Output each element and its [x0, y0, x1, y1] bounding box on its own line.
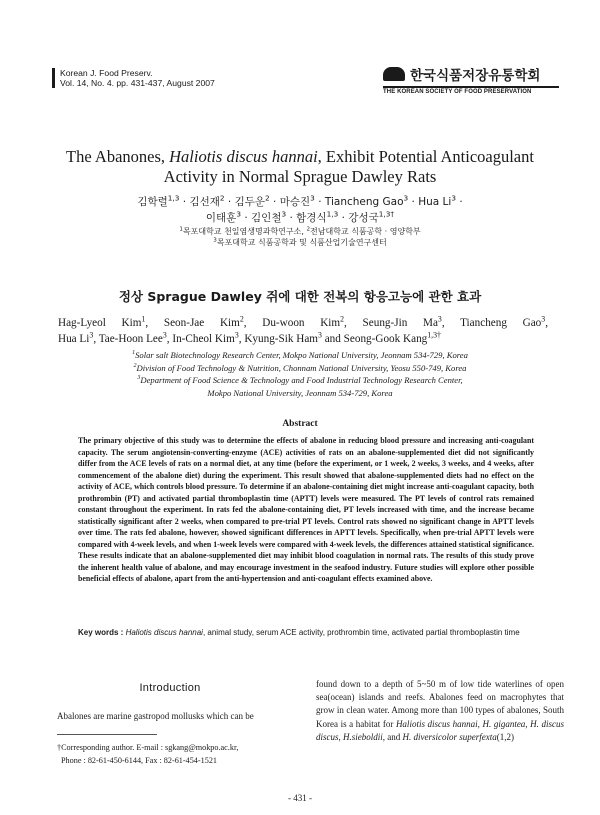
corresponding-author-footnote: †Corresponding author. E-mail : sgkang@mokpo.ac.kr, Phone : 82-61-450-6144, Fax : 82-61-454-1521: [57, 743, 239, 765]
abstract-text: The primary objective of this study was to determine the effects of abalone in reducing blood pressure and increasing anti-coagulant capacity. The serum angiotensin-converting-enzyme (ACE) activities of rats on an abalone-supplemented diet did not significantly differ from the ACE levels of rats on a normal diet, at any time (before the experiment, or 1 week, 2 weeks, 3 weeks, and 4 weeks, after commencement of the abalone diet) during the experiment. This result showed that abalone-supplemented diets had no effect on the activity of ACE, which controls blood pressure. To determine if an abalone-containing diet might increase anti-coagulant capacity, both prothrombin (PT) and activated partial thromboplastin time (APTT) levels were measured. The PT levels of control rats remained constant throughout the experiment. In rats fed the abalone-containing diet, PT levels increased with time, and the increase became statistically significant after 2 weeks, when compared to pre-trial PT levels. Control rats showed no significant change in APTT levels over time. The rats fed abalone, however, showed significant differences in APTT levels. Specifically, when pre-trial APTT levels were compared with 4-week levels, and when 1-week levels were compared with 4-week levels, the differences attained statistical significance. These results indicate that an abalone-supplemented diet may inhibit blood coagulation in normal rats. The results of this study prove the inherent health value of abalone, and may encourage investment in the seafood industry. Future studies will explore other possible beneficial effects of abalone, apart from the anti-hypertension and anti-coagulant effects examined above.: [78, 436, 534, 583]
affiliation-1: $^1$Solar salt Biotechnology Research Center, Mokpo National University, Jeonnam 534-729, Korea: [132, 350, 468, 360]
paper-title: The Abanones, Haliotis discus hannai, Exhibit Potential Anticoagulant Activity in Normal Sprague Dawley Rats: [66, 147, 534, 186]
page-number: - 431 -: [288, 793, 312, 803]
introduction-left-text: Abalones are marine gastropod mollusks which can be: [57, 711, 254, 721]
journal-volume: Vol. 14, No. 4. pp. 431-437, August 2007: [60, 78, 215, 88]
journal-name: Korean J. Food Preserv.: [60, 68, 153, 78]
footnote-divider: [57, 734, 157, 735]
affiliation-3: $^3$Department of Food Science & Technology and Food Industrial Technology Research Center,: [137, 375, 463, 385]
keywords-label: Key words :: [78, 628, 124, 637]
society-emblem-icon: [383, 67, 405, 81]
introduction-heading: Introduction: [139, 682, 201, 694]
affiliation-2: $^2$Division of Food Technology & Nutrition, Chonnam National University, Yeosu 550-749, Korea: [133, 362, 467, 373]
introduction-right-text: found down to a depth of 5~50 m of low tide waterlines of open sea(ocean) islands and reefs. Abalones feed on macrophytes that grow in clean water. Among more than 100 types of abalones, South Korea is a habitat for Haliotis discus hannai, H. gigantea, H. discus discus, H.sieboldii, and H. diversicolor superfexta(1,2): [316, 679, 564, 742]
english-authors-line2: Hua Li$^3$, Tae-Hoon Lee$^3$, In-Cheol Kim$^3$, Kyung-Sik Ham$^3$ and Seong-Gook Kang$^{1,3\dagger}$: [58, 330, 441, 345]
society-logo: [383, 64, 559, 95]
abstract-heading: Abstract: [282, 419, 318, 429]
korean-authors: 김학렬$^{1,3}$ · 김선재$^2$ · 김두운$^2$ · 마승진$^3$ · Tiancheng Gao$^3$ · Hua $Li^3$ · 이태훈$^3$ · 김인철$^3$ · 함경식$^{1,3}$ · 강성국$^{1,3\dagger}$: [137, 193, 463, 224]
keywords: Key words : Haliotis discus hannai, animal study, serum ACE activity, prothrombin time, activated partial thromboplastin time: [78, 628, 520, 637]
english-authors-line1: Hag-Lyeol Kim$^1$, Seon-Jae Kim$^2$, Du-woon Kim$^2$, Seung-Jin Ma$^3$, Tiancheng Gao$^3$,: [58, 314, 548, 329]
english-affiliations: [40, 349, 560, 399]
korean-affiliations: $^1$목포대학교 천일염생명과학연구소, $^2$전남대학교 식품공학 · 영양학부 $^3$목포대학교 식품공학과 및 식품산업기술연구센터: [179, 226, 421, 247]
affiliation-3-cont: Mokpo National University, Jeonnam 534-729, Korea: [207, 387, 393, 398]
journal-citation: [52, 68, 215, 88]
society-name-english: THE KOREAN SOCIETY OF FOOD PRESERVATION: [383, 86, 559, 95]
society-name-korean: 한국식품저장유통학회: [410, 68, 541, 84]
korean-title: 정상 Sprague Dawley 쥐에 대한 전복의 항응고능에 관한 효과: [118, 289, 482, 304]
